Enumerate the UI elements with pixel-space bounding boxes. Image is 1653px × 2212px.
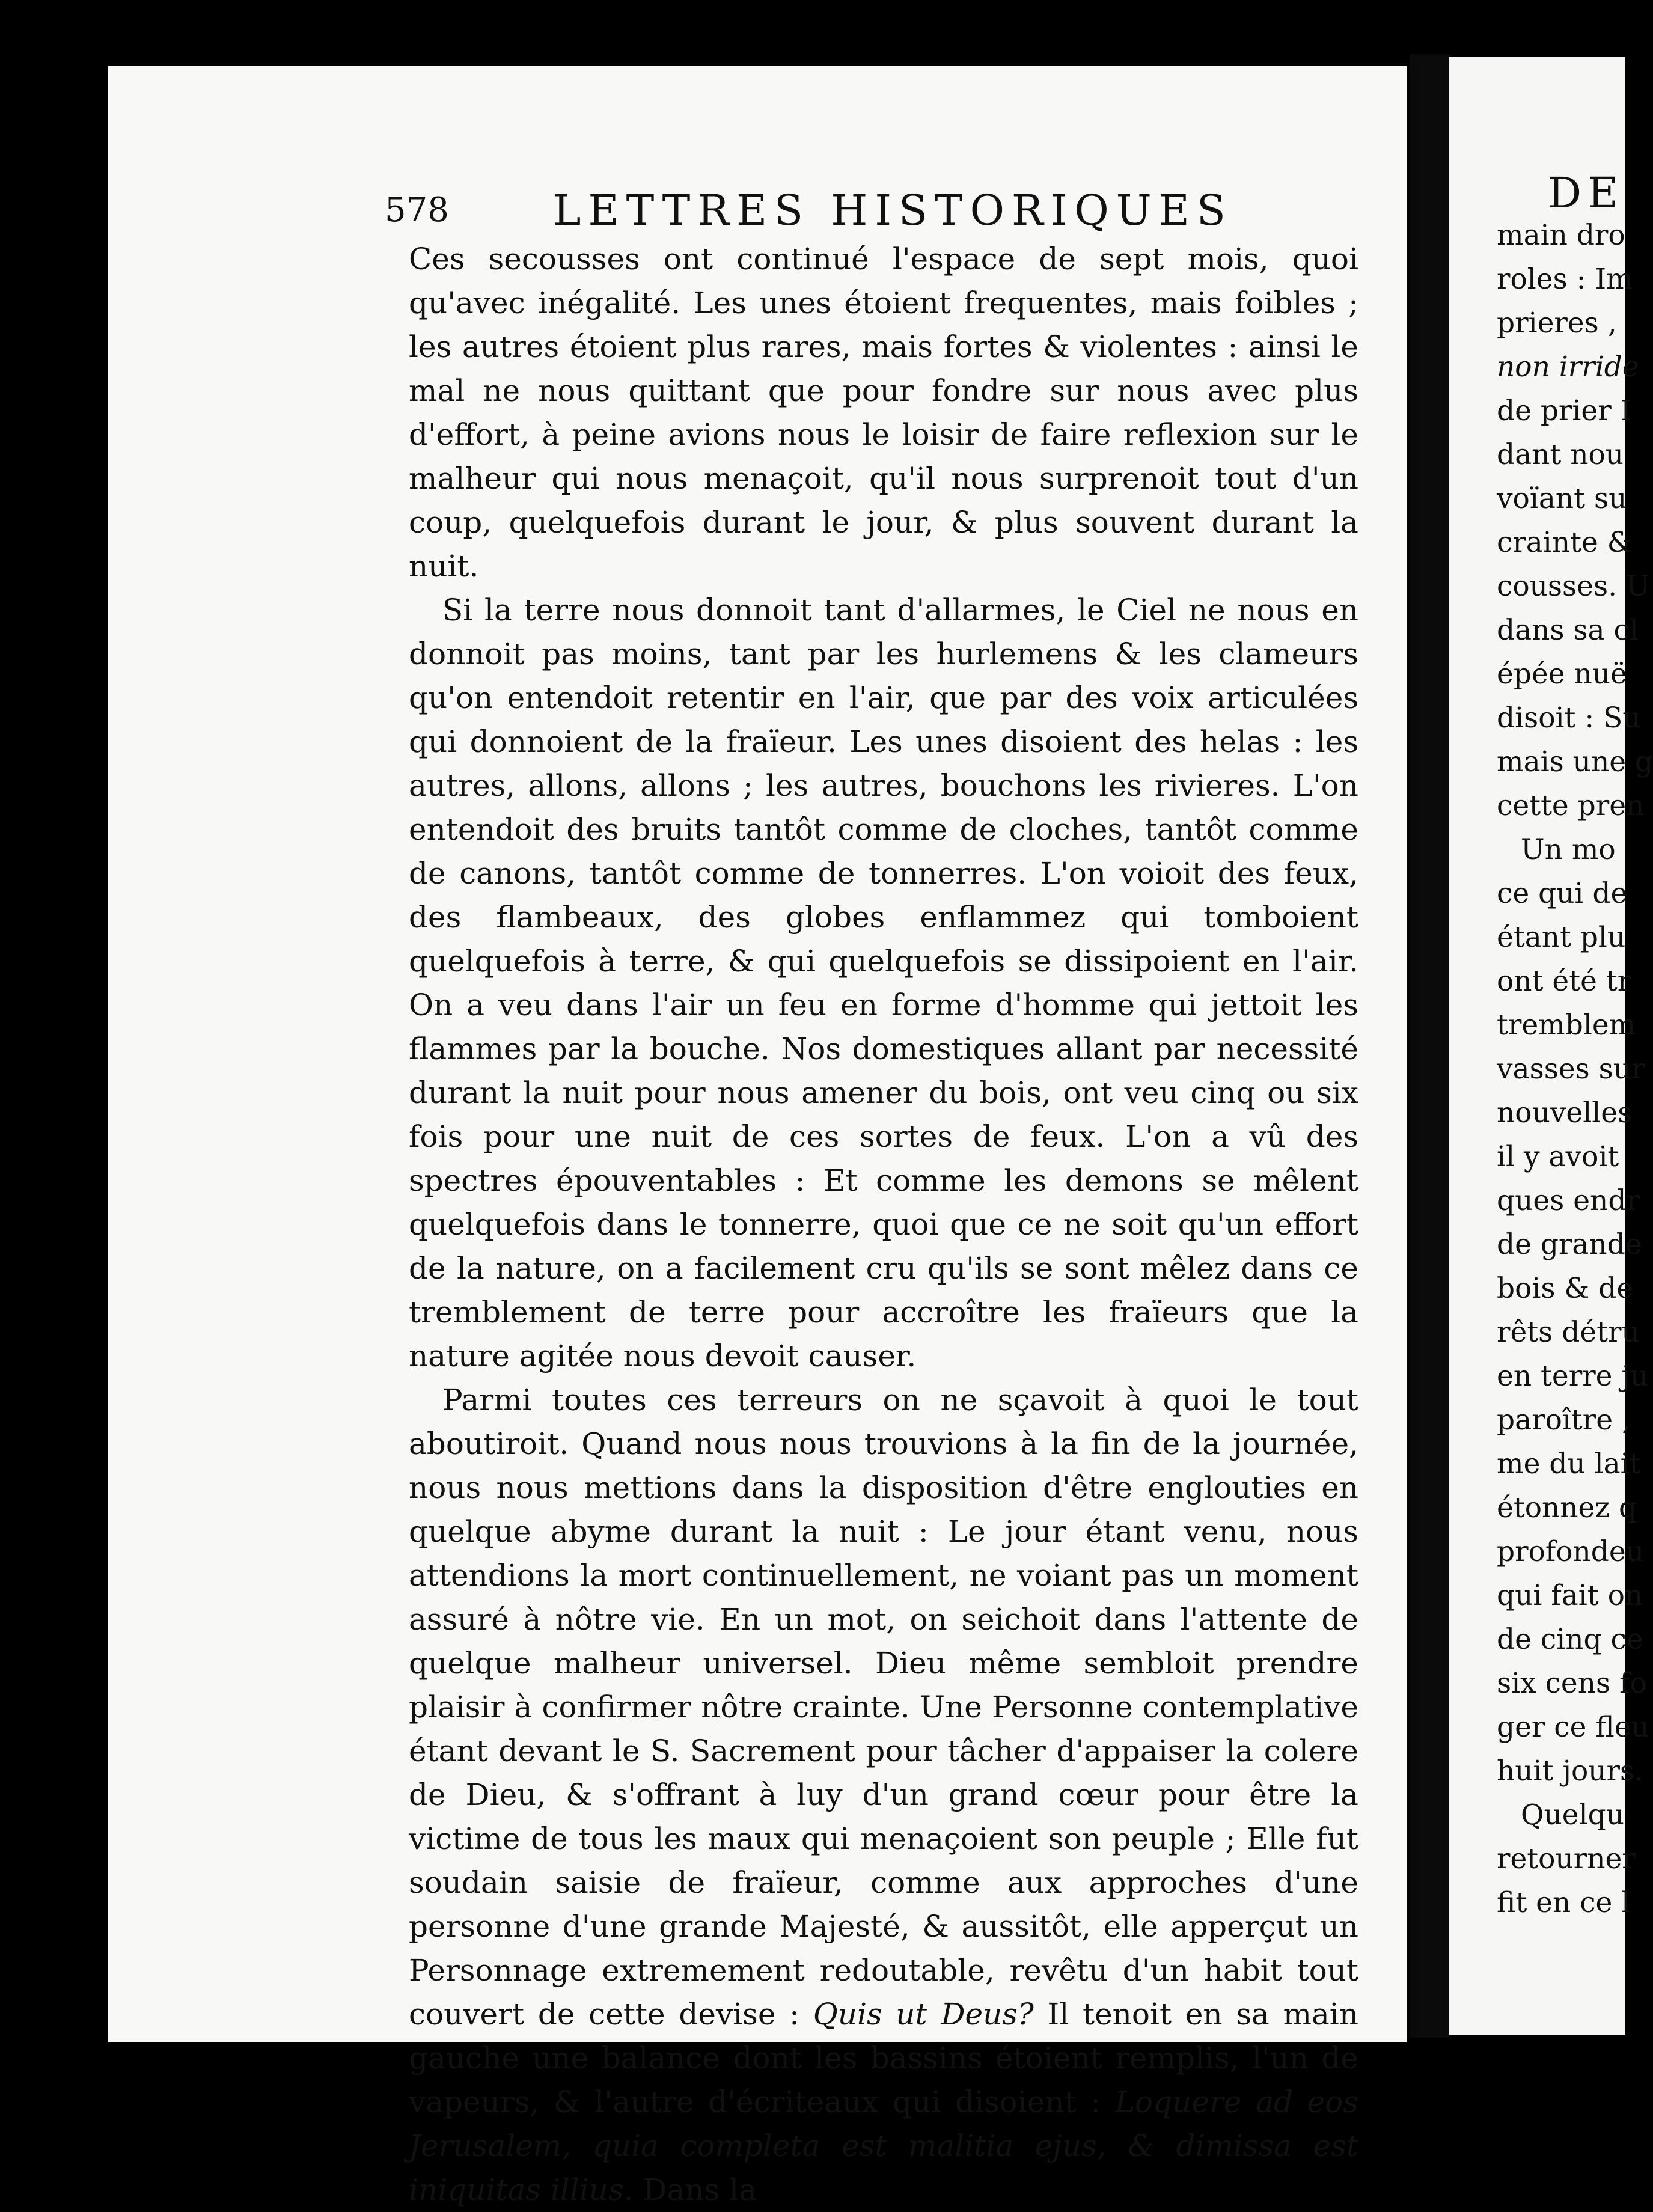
after-devise-text: Il tenoit en sa main gauche une balance dont les bassins étoient remplis, l'un de vapeurs, & l'autre d'écriteaux qui disoient : bbox=[409, 1997, 1358, 2119]
right-page-line: rêts détru bbox=[1497, 1316, 1640, 1349]
right-page-line: cette pren bbox=[1497, 789, 1645, 822]
right-page-line: il y avoit bbox=[1497, 1140, 1619, 1173]
closing-text: Dans la bbox=[633, 2172, 757, 2207]
right-page-line: paroître , bbox=[1497, 1404, 1631, 1437]
running-title: LETTRES HISTORIQUES bbox=[553, 186, 1233, 235]
right-page-line: étonnez q bbox=[1497, 1491, 1637, 1524]
body-text bbox=[409, 237, 1358, 2212]
right-page-line: mais une g bbox=[1497, 745, 1653, 778]
paragraph-3 bbox=[409, 1378, 1358, 2212]
right-page-line: ont été tr bbox=[1497, 965, 1631, 998]
right-page-line: tremblem bbox=[1497, 1009, 1636, 1042]
right-page-line: roles : Im bbox=[1497, 263, 1633, 296]
right-page-line: fit en ce l bbox=[1497, 1886, 1631, 1919]
devise-text: Quis ut Deus? bbox=[813, 1997, 1034, 2032]
latin-quote: Loquere ad eos Jerusalem, quia completa est malitia ejus, & dimissa est iniquitas illius. bbox=[409, 2085, 1358, 2207]
right-page-line: six cens fo bbox=[1497, 1667, 1647, 1700]
right-page-line: étant plu bbox=[1497, 921, 1626, 954]
right-page-line: vasses sur bbox=[1497, 1053, 1645, 1086]
right-page-line: épée nuë bbox=[1497, 658, 1627, 691]
left-page-header bbox=[277, 183, 1370, 237]
right-page-line: non irride bbox=[1497, 350, 1639, 383]
right-page-line: ce qui de bbox=[1497, 877, 1628, 910]
right-page-line: dans sa cl bbox=[1497, 614, 1639, 647]
right-page-line: bois & de bbox=[1497, 1272, 1634, 1305]
right-page-line: ques endr bbox=[1497, 1184, 1640, 1217]
right-page-line: nouvelles bbox=[1497, 1096, 1633, 1129]
right-page-fragments bbox=[1497, 213, 1653, 1925]
right-page-line: dant nou bbox=[1497, 438, 1624, 471]
page-number: 578 bbox=[385, 191, 449, 230]
right-page-line: ger ce fleu bbox=[1497, 1711, 1649, 1744]
right-page-line: en terre ju bbox=[1497, 1360, 1649, 1393]
right-page-line: de cinq ce bbox=[1497, 1623, 1643, 1656]
right-page-line: de prier I bbox=[1497, 394, 1632, 427]
right-page-line: Quelqu bbox=[1521, 1798, 1625, 1832]
right-page-line: prieres , bbox=[1497, 307, 1617, 340]
paragraph-1: Ces secousses ont continué l'espace de sept mois, quoi qu'avec inégalité. Les unes étoient frequentes, mais foibles ; les autres étoient plus rares, mais fortes & violentes : ainsi le mal ne nous quittant que pour fondre sur nous avec plus d'effort, à peine avions nous le loisir de faire reflexion sur le malheur qui nous menaçoit, qu'il nous surprenoit tout d'un coup, quelquefois durant le jour, & plus souvent durant la nuit. bbox=[409, 242, 1358, 584]
right-page-line: huit jours. bbox=[1497, 1755, 1644, 1788]
right-page-line: crainte & bbox=[1497, 526, 1633, 559]
book-spine bbox=[1410, 54, 1449, 2038]
right-page-line: voïant su bbox=[1497, 482, 1627, 515]
right-page-line: me du lait bbox=[1497, 1447, 1641, 1480]
right-page-line: cousses. U bbox=[1497, 570, 1650, 603]
paragraph-3-text: Parmi toutes ces terreurs on ne sçavoit à quoi le tout aboutiroit. Quand nous nous trouvions à la fin de la journée, nous nous mettions dans la disposition d'être englouties en quelque abyme durant la nuit : Le jour étant venu, nous attendions la mort continuellement, ne voiant pas un moment assuré à nôtre vie. En un mot, on seichoit dans l'attente de quelque malheur universel. Dieu même sembloit prendre plaisir à confirmer nôtre crainte. Une Personne contemplative étant devant le S. Sacrement pour tâcher d'appaiser la colere de Dieu, & s'offrant à luy d'un grand cœur pour être la victime de tous les maux qui menaçoient son peuple ; Elle fut soudain saisie de fraïeur, comme aux approches d'une personne d'une grande Majesté, & aussitôt, elle apperçut un Personnage extremement redoutable, revêtu d'un habit tout couvert de cette devise : bbox=[409, 1382, 1358, 2032]
right-page-header: DE bbox=[1548, 168, 1625, 218]
right-page-line: disoit : Su bbox=[1497, 701, 1641, 735]
right-page-line: qui fait on bbox=[1497, 1579, 1643, 1612]
right-page-line: profondeu bbox=[1497, 1535, 1644, 1568]
right-page-line: main dro bbox=[1497, 219, 1625, 252]
right-page-line: de grande bbox=[1497, 1228, 1642, 1261]
right-page-line: retourner bbox=[1497, 1842, 1636, 1875]
right-page-line: Un mo bbox=[1521, 833, 1616, 866]
paragraph-2: Si la terre nous donnoit tant d'allarmes, le Ciel ne nous en donnoit pas moins, tant par les hurlemens & les clameurs qu'on entendoit retentir en l'air, que par des voix articulées qui donnoient de la fraïeur. Les unes disoient des helas : les autres, allons, allons ; les autres, bouchons les rivieres. L'on entendoit des bruits tantôt comme de cloches, tantôt comme de canons, tantôt comme de tonnerres. L'on voioit des feux, des flambeaux, des globes enflammez qui tomboient quelquefois à terre, & qui quelquefois se dissipoient en l'air. On a veu dans l'air un feu en forme d'homme qui jettoit les flammes par la bouche. Nos domestiques allant par necessité durant la nuit pour nous amener du bois, ont veu cinq ou six fois pour une nuit de ces sortes de feux. L'on a vû des spectres épouventables : Et comme les demons se mêlent quelquefois dans le tonnerre, quoi que ce ne soit qu'un effort de la nature, on a facilement cru qu'ils se sont mêlez dans ce tremblement de terre pour accroître les fraïeurs que la nature agitée nous devoit causer. bbox=[409, 593, 1358, 1373]
